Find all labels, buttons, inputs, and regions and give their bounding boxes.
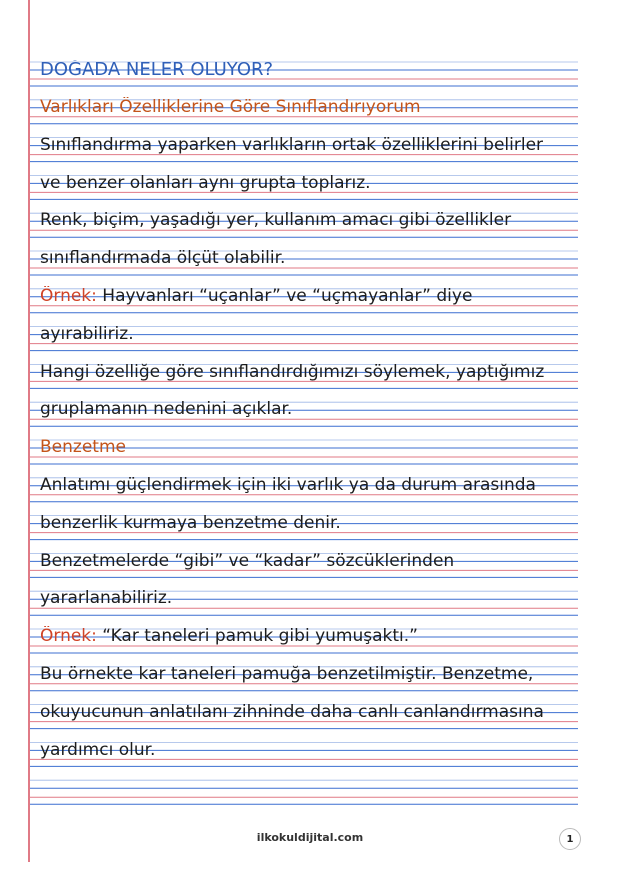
text-line: Bu örnekte kar taneleri pamuğa benzetilmiştir. Benzetme, — [40, 664, 534, 684]
text-line: Renk, biçim, yaşadığı yer, kullanım amacı gibi özellikler — [40, 210, 512, 231]
text-line: Benzetmelerde “gibi” ve “kadar” sözcüklerinden — [40, 550, 455, 571]
example-label: Örnek: — [40, 626, 97, 647]
text-line: sınıflandırmada ölçüt olabilir. — [40, 248, 286, 269]
example-label: Örnek: — [40, 286, 97, 306]
example-text: Hayvanları “uçanlar” ve “uçmayanlar” diye — [96, 286, 473, 306]
text-line: yararlanabiliriz. — [40, 588, 173, 609]
text-line: ve benzer olanları aynı grupta toplarız. — [40, 172, 371, 193]
footer-site: ilkokuldijital.com — [256, 831, 364, 844]
text-line: okuyucunun anlatılanı zihninde daha canlı canlandırmasına — [40, 701, 544, 722]
text-line: Sınıflandırma yaparken varlıkların ortak özelliklerini belirler — [40, 134, 544, 155]
text-line: Anlatımı güçlendirmek için iki varlık ya da durum arasında — [40, 475, 536, 495]
text-line: gruplamanın nedenini açıklar. — [40, 399, 293, 420]
page-number: 1 — [559, 828, 581, 850]
text-line: benzerlik kurmaya benzetme denir. — [40, 512, 341, 533]
margin-line — [28, 0, 30, 862]
text-line — [40, 286, 580, 306]
example-text: “Kar taneleri pamuk gibi yumuşaktı.” — [96, 626, 418, 647]
section-heading: Benzetme — [40, 437, 126, 458]
page-title: DOĞADA NELER OLUYOR? — [40, 60, 274, 80]
text-line: ayırabiliriz. — [40, 323, 134, 344]
text-line — [40, 626, 580, 646]
section-heading: Varlıkları Özelliklerine Göre Sınıflandırıyorum — [40, 97, 421, 117]
text-line: Hangi özelliğe göre sınıflandırdığımızı söylemek, yaptığımız — [40, 361, 545, 382]
text-line: yardımcı olur. — [40, 739, 156, 760]
